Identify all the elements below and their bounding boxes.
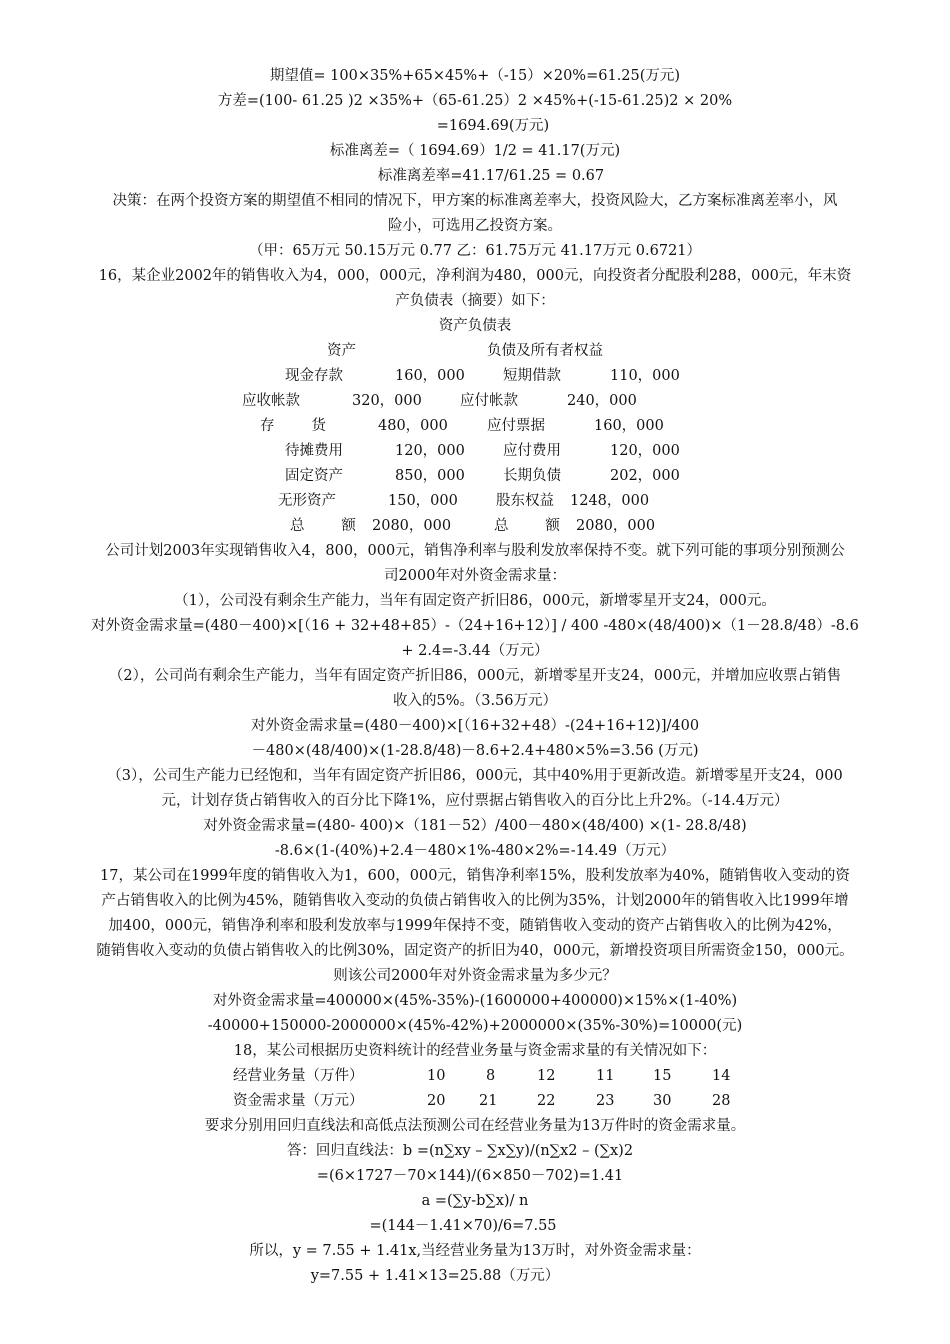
text-line: 对外资金需求量=400000×(45%-35%)-(1600000+400000)×15%×(1-40%) [212, 993, 738, 1009]
text-line: 险小，可选用乙投资方案。 [388, 218, 562, 234]
liability-label: 总 额 [494, 518, 560, 534]
asset-label: 现金存款 [285, 368, 343, 384]
liability-value: 110，000 [610, 368, 680, 384]
asset-value: 150，000 [388, 493, 458, 509]
text-line: 要求分别用回归直线法和高低点法预测公司在经营业务量为13万件时的资金需求量。 [204, 1118, 746, 1134]
table-cell: 15 [653, 1068, 672, 1084]
table-cell: 30 [653, 1093, 672, 1109]
table-cell: 10 [427, 1068, 446, 1084]
liability-value: 202，000 [610, 468, 680, 484]
text-line: 标准离差=（ 1694.69）1/2 = 41.17(万元) [329, 143, 621, 159]
liability-label: 长期负债 [503, 468, 561, 484]
text-line: 标准离差率=41.17/61.25 = 0.67 [377, 168, 605, 184]
liability-label: 应付帐款 [460, 393, 518, 409]
table-cell: 21 [479, 1093, 498, 1109]
asset-label: 总 额 [290, 518, 356, 534]
liability-label: 应付费用 [503, 443, 561, 459]
text-line: （1），公司没有剩余生产能力，当年有固定资产折旧86，000元，新增零星开支24，000元。 [174, 593, 776, 609]
text-line: -40000+150000-2000000×(45%-42%)+2000000×(35%-30%)=10000(元) [207, 1018, 743, 1034]
text-line: 对外资金需求量=(480－400)×[（16+32+48）-(24+16+12)]/400 [250, 718, 700, 734]
asset-value: 2080，000 [372, 518, 452, 534]
asset-label: 固定资产 [285, 468, 343, 484]
text-line: y=7.55 + 1.41×13=25.88（万元） [310, 1268, 560, 1284]
table-cell: 12 [537, 1068, 556, 1084]
text-line: 18，某公司根据历史资料统计的经营业务量与资金需求量的有关情况如下： [233, 1043, 717, 1059]
table-cell: 28 [712, 1093, 731, 1109]
text-line: 产占销售收入的比例为45%，随销售收入变动的负债占销售收入的比例为35%，计划2000年的销售收入比1999年增 [101, 893, 849, 909]
asset-label: 应收帐款 [242, 393, 300, 409]
table-cell: 8 [486, 1068, 496, 1084]
text-line: 对外资金需求量=(480－400)×[（16 + 32+48+85）-（24+16+12）] / 400 -480×(48/400)×（1－28.8/48）-8.6 [91, 618, 859, 634]
balance-sheet-row [0, 366, 950, 390]
text-line: 司2000年对外资金需求量： [384, 568, 566, 584]
text-line: （2），公司尚有剩余生产能力，当年有固定资产折旧86，000元，新增零星开支24，000元，并增加应收票占销售 [108, 668, 842, 684]
text-line: + 2.4=-3.44（万元） [401, 643, 549, 659]
balance-sheet-row [0, 466, 950, 490]
capital-demand-row [0, 1091, 950, 1115]
balance-sheet-row [0, 391, 950, 415]
table-cell: 11 [596, 1068, 615, 1084]
text-line: 则该公司2000年对外资金需求量为多少元？ [333, 968, 617, 984]
text-line: 期望值= 100×35%+65×45%+（-15）×20%=61.25(万元) [269, 68, 681, 84]
table-cell: 23 [596, 1093, 615, 1109]
asset-value: 320，000 [352, 393, 422, 409]
text-line: 随销售收入变动的负债占销售收入的比例30%，固定资产的折旧为40，000元，新增投资项目所需资金150，000元。 [96, 943, 854, 959]
liabilities-header: 负债及所有者权益 [487, 343, 603, 359]
business-volume-row [0, 1066, 950, 1090]
asset-label: 待摊费用 [285, 443, 343, 459]
balance-sheet-header [0, 341, 950, 365]
text-line: a =(∑y-b∑x)/ n [421, 1193, 529, 1209]
assets-header: 资产 [327, 343, 356, 359]
balance-sheet-row [0, 416, 950, 440]
asset-label: 无形资产 [278, 493, 336, 509]
text-line: 元，计划存货占销售收入的百分比下降1%，应付票据占销售收入的百分比上升2%。（-14.4万元） [161, 793, 789, 809]
text-line: 16，某企业2002年的销售收入为4，000，000元，净利润为480，000元，向投资者分配股利288，000元，年末资 [98, 268, 852, 284]
text-line: 加400，000元，销售净利率和股利发放率与1999年保持不变，随销售收入变动的资产占销售收入的比例为42%， [108, 918, 842, 934]
asset-value: 160，000 [395, 368, 465, 384]
liability-value: 2080，000 [576, 518, 656, 534]
text-line: =1694.69(万元) [436, 118, 550, 134]
text-line: 方差=(100- 61.25 )2 ×35%+（65-61.25）2 ×45%+(-15-61.25)2 × 20% [217, 93, 733, 109]
liability-value: 120，000 [610, 443, 680, 459]
table-cell: 14 [712, 1068, 731, 1084]
liability-value: 1248，000 [570, 493, 650, 509]
text-line: 对外资金需求量=(480- 400)×（181－52）/400－480×(48/400) ×(1- 28.8/48) [203, 818, 747, 834]
text-line: 产负债表（摘要）如下： [395, 293, 555, 309]
liability-value: 240，000 [567, 393, 637, 409]
text-line: 答：回归直线法：b =(n∑xy – ∑x∑y)/(n∑x2 – (∑x)2 [286, 1143, 634, 1159]
asset-value: 120，000 [395, 443, 465, 459]
liability-label: 应付票据 [487, 418, 545, 434]
balance-sheet-row [0, 491, 950, 515]
text-line: 所以，y = 7.55 + 1.41x,当经营业务量为13万时，对外资金需求量： [249, 1243, 701, 1259]
text-line: =(144－1.41×70)/6=7.55 [369, 1218, 557, 1234]
balance-sheet-row [0, 441, 950, 465]
text-line: -8.6×(1-(40%)+2.4－480×1%-480×2%=-14.49（万元） [274, 843, 676, 859]
text-line: 17，某公司在1999年度的销售收入为1，600，000元，销售净利率15%，股利发放率为40%，随销售收入变动的资 [100, 868, 850, 884]
asset-label: 存 货 [260, 418, 326, 434]
text-line: 收入的5%。（3.56万元） [392, 693, 558, 709]
text-line: （3），公司生产能力已经饱和，当年有固定资产折旧86，000元，其中40%用于更新改造。新增零星开支24，000 [107, 768, 843, 784]
liability-label: 短期借款 [503, 368, 561, 384]
balance-sheet-row [0, 516, 950, 540]
liability-label: 股东权益 [496, 493, 554, 509]
row-label: 资金需求量（万元） [233, 1093, 364, 1109]
asset-value: 850，000 [395, 468, 465, 484]
text-line: =(6×1727－70×144)/(6×850－702)=1.41 [316, 1168, 624, 1184]
table-cell: 22 [537, 1093, 556, 1109]
row-label: 经营业务量（万件） [233, 1068, 364, 1084]
text-line: －480×(48/400)×(1-28.8/48)－8.6+2.4+480×5%=3.56 (万元) [251, 743, 699, 759]
balance-sheet-title: 资产负债表 [438, 318, 512, 334]
text-line: 公司计划2003年实现销售收入4，800，000元，销售净利率与股利发放率保持不变。就下列可能的事项分别预测公 [105, 543, 845, 559]
text-line: （甲：65万元 50.15万元 0.77 乙：61.75万元 41.17万元 0.6721） [248, 243, 702, 259]
text-line: 决策：在两个投资方案的期望值不相同的情况下，甲方案的标准离差率大，投资风险大，乙方案标准离差率小，风 [112, 193, 838, 209]
asset-value: 480，000 [378, 418, 448, 434]
table-cell: 20 [427, 1093, 446, 1109]
liability-value: 160，000 [594, 418, 664, 434]
